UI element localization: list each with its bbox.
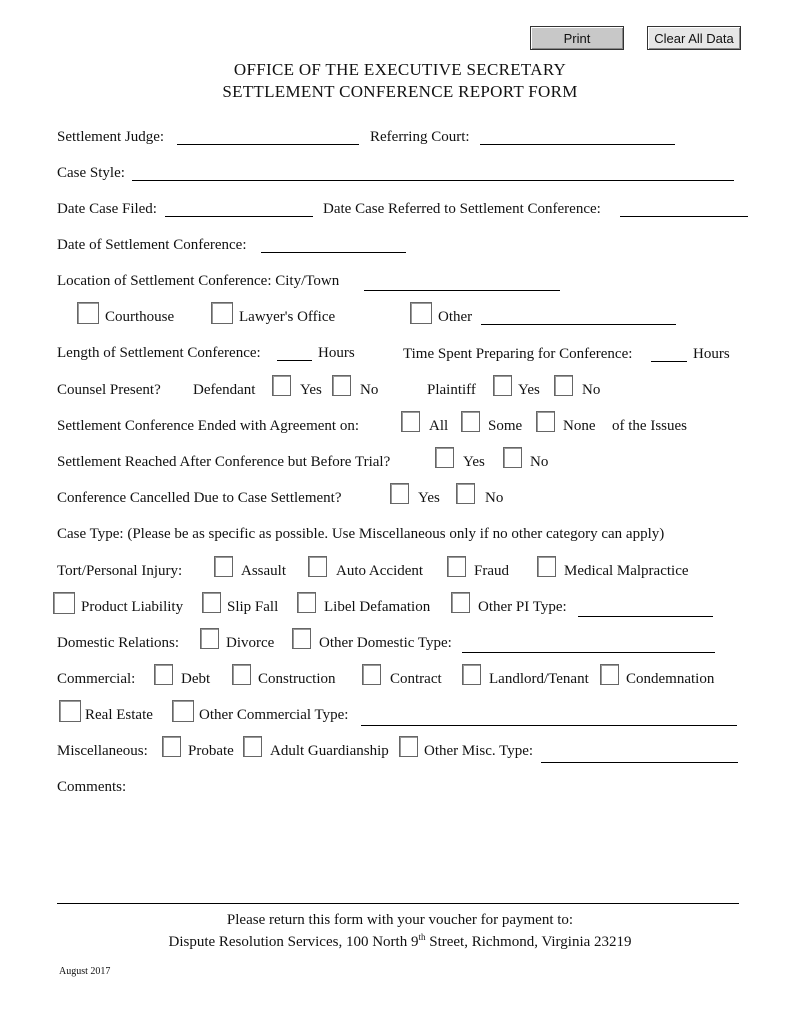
reached-after-yes-checkbox[interactable] (435, 447, 454, 468)
other-location-label: Other (438, 309, 473, 325)
other-misc-checkbox[interactable] (399, 736, 418, 757)
hours-label-1: Hours (318, 345, 355, 361)
courthouse-label: Courthouse (105, 309, 175, 325)
date-referred-field[interactable] (620, 216, 748, 217)
courthouse-checkbox[interactable] (77, 302, 99, 324)
length-hours-field[interactable] (277, 360, 312, 361)
of-the-issues-label: of the Issues (612, 418, 687, 434)
assault-label: Assault (241, 563, 286, 579)
footer-address-part2: Street, Richmond, Virginia 23219 (425, 934, 632, 950)
misc-label: Miscellaneous: (57, 743, 148, 759)
time-spent-hours-field[interactable] (651, 361, 687, 362)
reached-after-no-checkbox[interactable] (503, 447, 522, 468)
other-domestic-checkbox[interactable] (292, 628, 311, 649)
date-case-filed-label: Date Case Filed: (57, 201, 157, 217)
lawyers-office-checkbox[interactable] (211, 302, 233, 324)
contract-checkbox[interactable] (362, 664, 381, 685)
reached-after-yes-label: Yes (463, 454, 485, 470)
plaintiff-no-label: No (582, 382, 601, 398)
agreement-all-checkbox[interactable] (401, 411, 420, 432)
debt-checkbox[interactable] (154, 664, 173, 685)
slip-fall-label: Slip Fall (227, 599, 279, 615)
referring-court-label: Referring Court: (370, 129, 470, 145)
probate-label: Probate (188, 743, 234, 759)
condemnation-checkbox[interactable] (600, 664, 619, 685)
case-style-label: Case Style: (57, 165, 125, 181)
date-conference-field[interactable] (261, 252, 406, 253)
length-label: Length of Settlement Conference: (57, 345, 261, 361)
footer-return-note: Please return this form with your voucher for payment to: (226, 912, 574, 928)
reached-after-label: Settlement Reached After Conference but Before Trial? (57, 454, 391, 470)
probate-checkbox[interactable] (162, 736, 181, 757)
other-pi-checkbox[interactable] (451, 592, 470, 613)
landlord-tenant-checkbox[interactable] (462, 664, 481, 685)
date-referred-label: Date Case Referred to Settlement Conference: (323, 201, 601, 217)
form-date: August 2017 (59, 966, 111, 977)
hours-label-2: Hours (693, 346, 730, 362)
other-commercial-checkbox[interactable] (172, 700, 194, 722)
auto-accident-checkbox[interactable] (308, 556, 327, 577)
agreement-all-label: All (429, 418, 449, 434)
other-pi-label: Other PI Type: (478, 599, 567, 615)
contract-label: Contract (390, 671, 442, 687)
fraud-label: Fraud (474, 563, 509, 579)
plaintiff-yes-checkbox[interactable] (493, 375, 512, 396)
divorce-checkbox[interactable] (200, 628, 219, 649)
plaintiff-no-checkbox[interactable] (554, 375, 573, 396)
city-town-field[interactable] (364, 290, 560, 291)
landlord-tenant-label: Landlord/Tenant (489, 671, 589, 687)
counsel-present-label: Counsel Present? (57, 382, 161, 398)
office-title: OFFICE OF THE EXECUTIVE SECRETARY (233, 60, 567, 79)
other-commercial-label: Other Commercial Type: (199, 707, 349, 723)
other-location-checkbox[interactable] (410, 302, 432, 324)
date-conference-label: Date of Settlement Conference: (57, 237, 247, 253)
defendant-yes-checkbox[interactable] (272, 375, 291, 396)
agreement-some-checkbox[interactable] (461, 411, 480, 432)
agreement-some-label: Some (488, 418, 523, 434)
fraud-checkbox[interactable] (447, 556, 466, 577)
footer-address-part1: Dispute Resolution Services, 100 North 9 (168, 934, 419, 950)
time-spent-label: Time Spent Preparing for Conference: (403, 346, 633, 362)
tort-label: Tort/Personal Injury: (57, 563, 183, 579)
settlement-judge-label: Settlement Judge: (57, 129, 165, 145)
construction-checkbox[interactable] (232, 664, 251, 685)
other-misc-label: Other Misc. Type: (424, 743, 534, 759)
real-estate-checkbox[interactable] (59, 700, 81, 722)
real-estate-label: Real Estate (85, 707, 153, 723)
divorce-label: Divorce (226, 635, 275, 651)
slip-fall-checkbox[interactable] (202, 592, 221, 613)
debt-label: Debt (181, 671, 211, 687)
reached-after-no-label: No (530, 454, 549, 470)
settlement-judge-field[interactable] (177, 144, 359, 145)
assault-checkbox[interactable] (214, 556, 233, 577)
other-commercial-field[interactable] (361, 725, 737, 726)
location-label: Location of Settlement Conference: City/Town (57, 273, 340, 289)
agreement-none-checkbox[interactable] (536, 411, 555, 432)
case-style-field[interactable] (132, 180, 734, 181)
other-domestic-field[interactable] (462, 652, 715, 653)
footer-address-sup: th (418, 932, 426, 942)
other-location-field[interactable] (481, 324, 676, 325)
defendant-yes-label: Yes (300, 382, 322, 398)
defendant-no-label: No (360, 382, 379, 398)
cancelled-no-label: No (485, 490, 504, 506)
medical-malpractice-checkbox[interactable] (537, 556, 556, 577)
form-title: SETTLEMENT CONFERENCE REPORT FORM (222, 82, 578, 101)
footer-address (0, 932, 800, 951)
defendant-no-checkbox[interactable] (332, 375, 351, 396)
plaintiff-label: Plaintiff (427, 382, 476, 398)
case-type-label: Case Type: (Please be as specific as possible. Use Miscellaneous only if no other category can apply) (57, 526, 665, 542)
agreement-none-label: None (563, 418, 596, 434)
product-liability-label: Product Liability (81, 599, 184, 615)
other-pi-field[interactable] (578, 616, 713, 617)
other-misc-field[interactable] (541, 762, 738, 763)
date-case-filed-field[interactable] (165, 216, 313, 217)
print-button[interactable]: Print (530, 26, 624, 50)
other-domestic-label: Other Domestic Type: (319, 635, 452, 651)
adult-guardianship-checkbox[interactable] (243, 736, 262, 757)
comments-label: Comments: (57, 779, 127, 795)
plaintiff-yes-label: Yes (518, 382, 540, 398)
defendant-label: Defendant (193, 382, 256, 398)
libel-defamation-checkbox[interactable] (297, 592, 316, 613)
construction-label: Construction (258, 671, 336, 687)
adult-guardianship-label: Adult Guardianship (270, 743, 389, 759)
cancelled-no-checkbox[interactable] (456, 483, 475, 504)
commercial-label: Commercial: (57, 671, 136, 687)
footer-divider (57, 903, 739, 904)
comments-area[interactable] (57, 800, 739, 898)
libel-defamation-label: Libel Defamation (324, 599, 431, 615)
cancelled-yes-label: Yes (418, 490, 440, 506)
condemnation-label: Condemnation (626, 671, 715, 687)
domestic-label: Domestic Relations: (57, 635, 180, 651)
referring-court-field[interactable] (480, 144, 675, 145)
cancelled-yes-checkbox[interactable] (390, 483, 409, 504)
auto-accident-label: Auto Accident (336, 563, 424, 579)
clear-all-data-button[interactable]: Clear All Data (647, 26, 741, 50)
cancelled-label: Conference Cancelled Due to Case Settlement? (57, 490, 342, 506)
medical-malpractice-label: Medical Malpractice (564, 563, 689, 579)
lawyers-office-label: Lawyer's Office (239, 309, 336, 325)
ended-agreement-label: Settlement Conference Ended with Agreement on: (57, 418, 359, 434)
product-liability-checkbox[interactable] (53, 592, 75, 614)
